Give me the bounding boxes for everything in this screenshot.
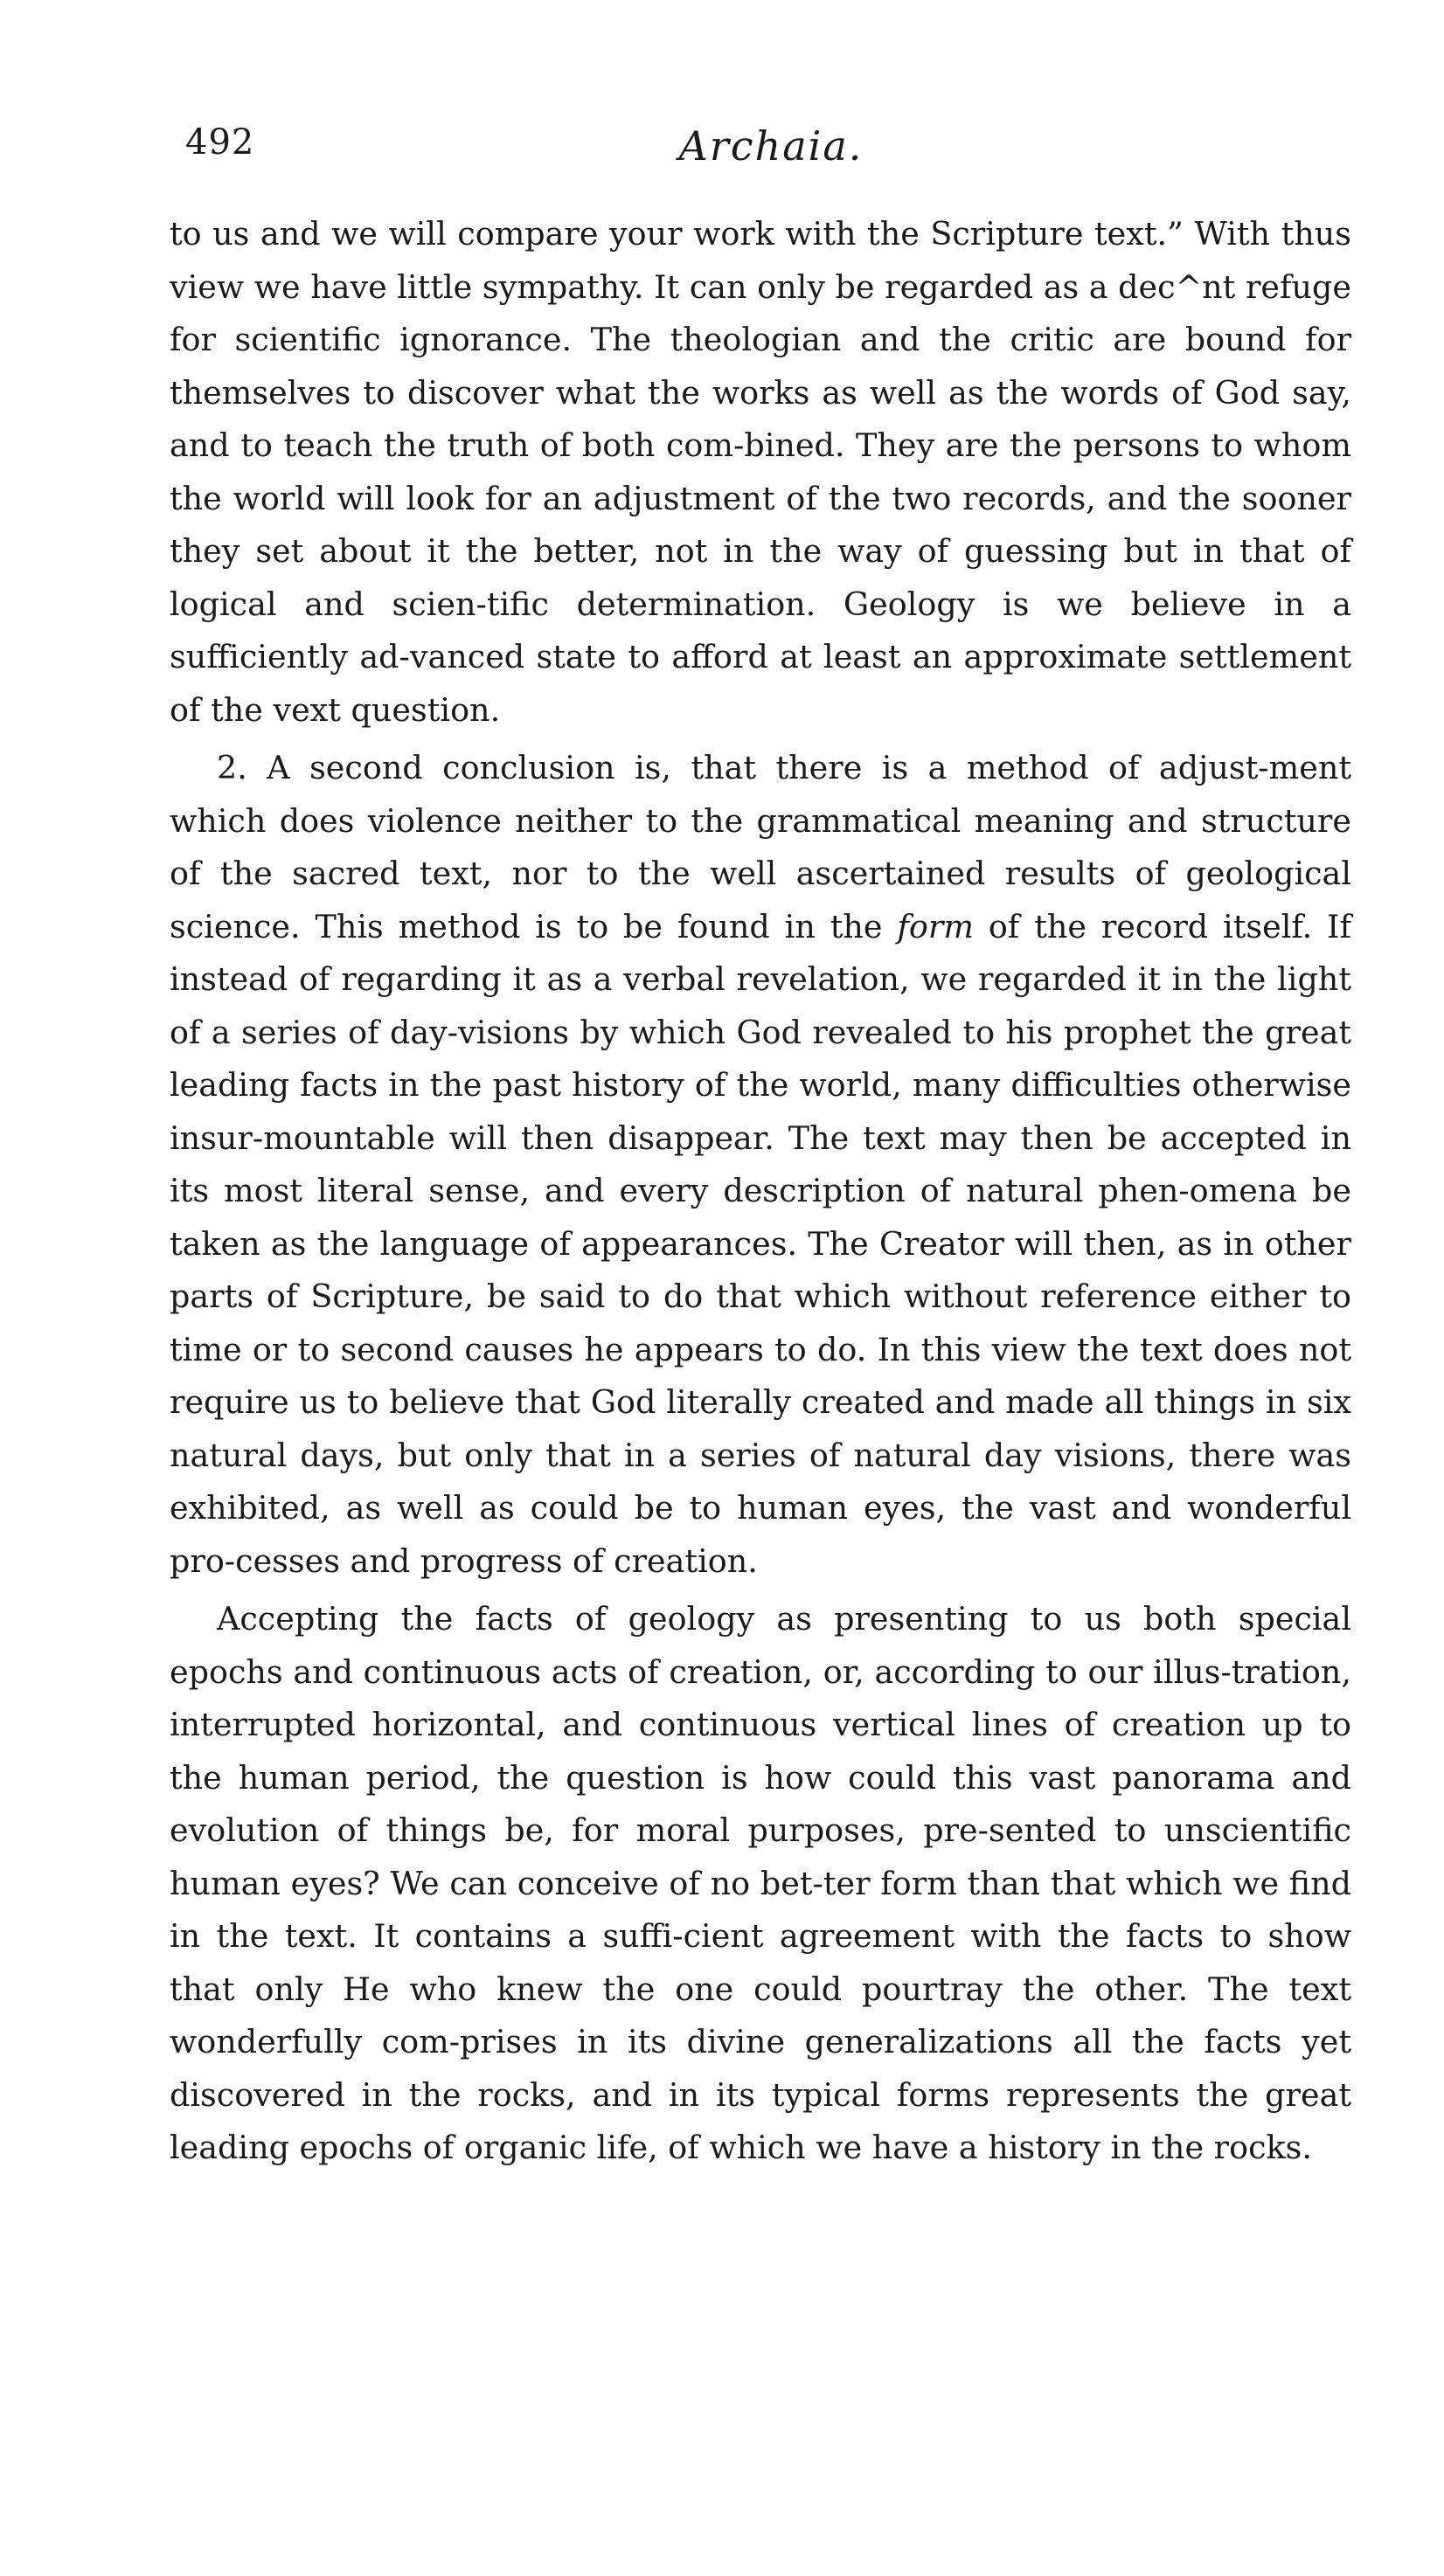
paragraph-1: to us and we will compare your work with the Scripture text.” With thus view we have little sympathy. It can only be regarded as a dec^nt refuge for scientific ignorance. The theologian and the critic are bound for themselves to discover what the works as well as the words of God say, and to teach the truth of both com-bined. They are the persons to whom the world will look for an adjustment of the two records, and the sooner they set about it the better, not in the way of guessing but in that of logical and scien-tific determination. Geology is we believe in a sufficiently ad-vanced state to afford at least an approximate settlement of the vext question. <box>170 215 1351 729</box>
body-text <box>170 208 1351 2175</box>
running-title: Archaia. <box>678 122 864 170</box>
emphasis-form: form <box>897 907 974 945</box>
page-header <box>185 122 1357 184</box>
paragraph-3: Accepting the facts of geology as presenting to us both special epochs and continuous acts of creation, or, according to our illus-tration, interrupted horizontal, and continuous vertical lines of creation up to the human period, the question is how could this vast panorama and evolution of things be, for moral purposes, pre-sented to unscientific human eyes? We can conceive of no bet-ter form than that which we find in the text. It contains a suffi-cient agreement with the facts to show that only He who knew the one could pourtray the other. The text wonderfully com-prises in its divine generalizations all the facts yet discovered in the rocks, and in its typical forms represents the great leading epochs of organic life, of which we have a history in the rocks. <box>170 1600 1351 2166</box>
paragraph-2-text-after: of the record itself. If instead of regarding it as a verbal revelation, we regarded it in the light of a series of day-visions by which God revealed to his prophet the great leading facts in the past history of the world, many difficulties otherwise insur-mountable will then disappear. The text may then be accepted in its most literal sense, and every description of natural phen-omena be taken as the language of appearances. The Creator will then, as in other parts of Scripture, be said to do that which without reference either to time or to second causes he appears to do. In this view the text does not require us to believe that God literally created and made all things in six natural days, but only that in a series of natural day visions, there was exhibited, as well as could be to human eyes, the vast and wonderful pro-cesses and progress of creation. <box>170 907 1351 1580</box>
paragraph-2-text-before: 2. A second conclusion is, that there is a method of adjust-ment which does violence neither to the grammatical meaning and structure of the sacred text, nor to the well ascertained results of geological science. This method is to be found in the <box>170 749 1351 945</box>
paragraph-2 <box>170 742 1351 1588</box>
page-number: 492 <box>185 122 255 163</box>
